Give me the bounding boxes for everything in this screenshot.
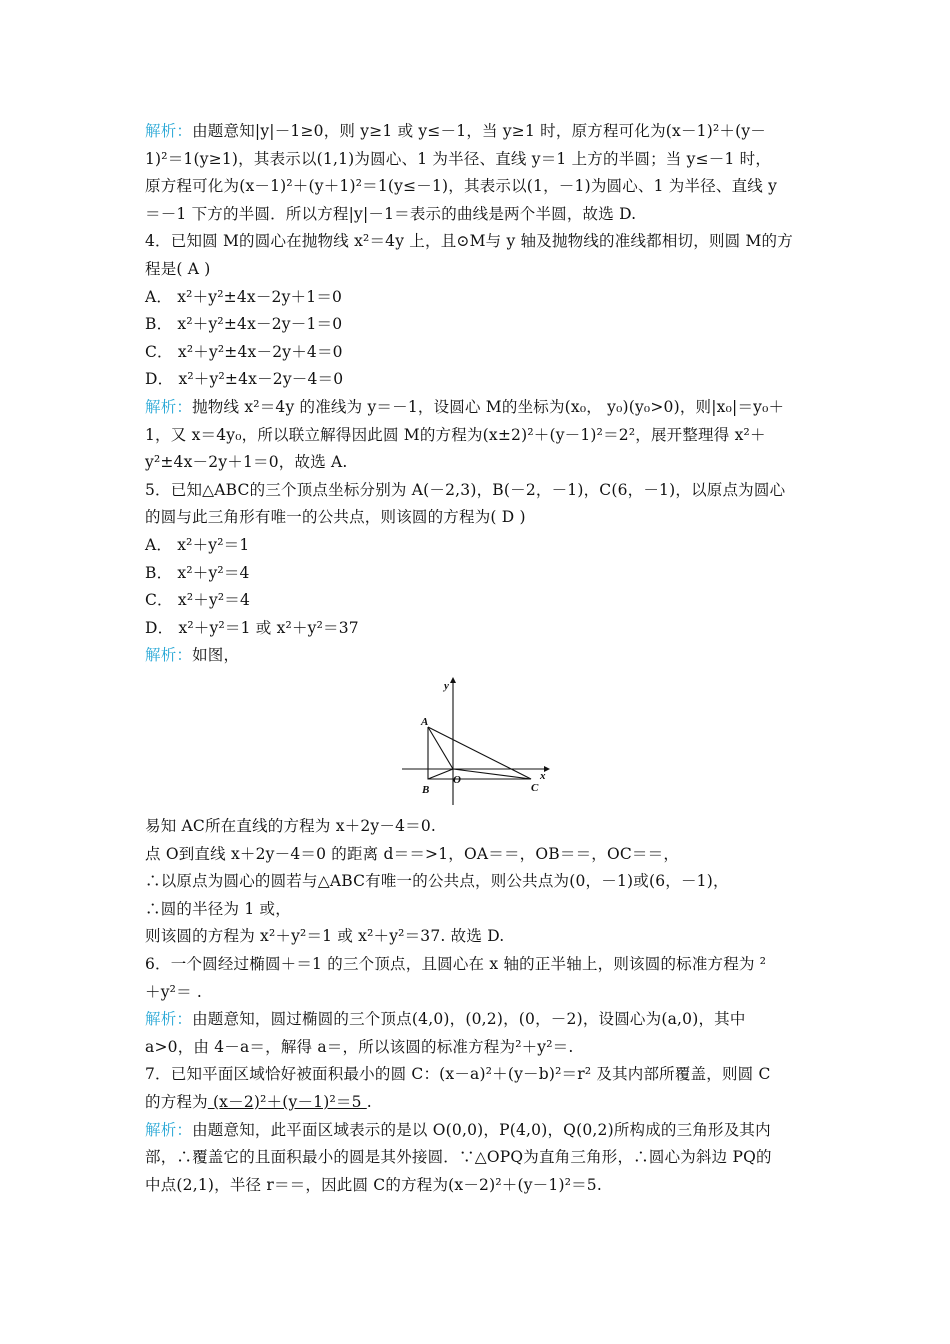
line-text: A． x²＋y²±4x－2y＋1＝0 — [145, 287, 343, 306]
text-line — [145, 286, 342, 308]
line-text: 部，∴覆盖它的且面积最小的圆是其外接圆．∵△OPQ为直角三角形，∴圆心为斜边 PQ的 — [145, 1148, 772, 1167]
line-text: 6．一个圆经过椭圆＋＝1 的三个顶点，且圆心在 x 轴的正半轴上，则该圆的标准方程为 ² — [145, 955, 767, 973]
y-arrow — [450, 677, 456, 683]
label-a: A — [421, 716, 429, 728]
text-line — [145, 870, 729, 892]
text-line — [145, 203, 636, 225]
line-text: 程是( A ) — [145, 260, 211, 278]
analysis-label: 解析： — [145, 398, 193, 416]
text-line — [145, 451, 348, 473]
line-text: B． x²＋y²±4x－2y－1＝0 — [145, 315, 343, 334]
line-text: 则该圆的方程为 x²＋y²＝1 或 x²＋y²＝37. 故选 D. — [145, 927, 505, 946]
line-text-end: . — [366, 1093, 372, 1111]
text-line — [145, 1063, 771, 1085]
text-line — [145, 368, 343, 390]
text-line — [145, 148, 771, 170]
text-line — [145, 1091, 372, 1113]
analysis-label: 解析： — [145, 1010, 193, 1029]
label-b: B — [422, 784, 430, 796]
text-line — [145, 589, 250, 611]
line-text: D． x²＋y²±4x－2y－4＝0 — [145, 370, 344, 389]
line-text: 4．已知圆 M的圆心在抛物线 x²＝4y 上，且⊙M与 y 轴及抛物线的准线都相切，则圆 M的方 — [145, 232, 793, 251]
text-line — [145, 313, 342, 335]
line-text: a>0，由 4－a＝，解得 a＝，所以该圆的标准方程为²＋y²＝. — [145, 1037, 574, 1056]
line-text: 如图， — [192, 646, 240, 665]
line-text: 1)²＝1(y≥1)，其表示以(1,1)为圆心、1 为半径、直线 y＝1 上方的半圆；当 y≤－1 时， — [145, 149, 772, 168]
analysis-label: 解析： — [145, 1120, 193, 1139]
label-o: O — [453, 774, 461, 786]
line-text: B． x²＋y²＝4 — [145, 563, 250, 582]
line-text: 易知 AC所在直线的方程为 x＋2y－4＝0. — [145, 817, 437, 835]
line-text: ∴以原点为圆心的圆若与△ABC有唯一的公共点，则公共点为(0，－1)或(6，－1)， — [145, 872, 729, 891]
text-line — [145, 1008, 746, 1030]
answer-blank: (x－2)²＋(y－1)²＝5 — [207, 1093, 367, 1111]
analysis-label: 解析： — [145, 646, 193, 665]
label-c: C — [531, 782, 539, 794]
text-line — [145, 1146, 772, 1168]
line-text: D． x²＋y²＝1 或 x²＋y²＝37 — [145, 618, 359, 637]
text-line — [145, 534, 249, 556]
text-line — [145, 644, 239, 666]
text-line — [145, 843, 679, 865]
analysis-label: 解析： — [145, 122, 193, 140]
text-line — [145, 953, 766, 975]
text-line — [145, 815, 436, 837]
segment-oc — [453, 769, 531, 779]
line-text: C． x²＋y²±4x－2y＋4＝0 — [145, 342, 343, 361]
text-line — [145, 1036, 574, 1058]
text-line — [145, 1119, 771, 1141]
label-y: y — [444, 680, 449, 692]
line-text: 的圆与此三角形有唯一的公共点，则该圆的方程为( D ) — [145, 508, 526, 527]
text-line — [145, 617, 359, 639]
line-text: 点 O到直线 x＋2y－4＝0 的距离 d＝＝>1，OA＝＝，OB＝＝，OC＝＝， — [145, 844, 680, 863]
line-text: C． x²＋y²＝4 — [145, 591, 251, 610]
text-line — [145, 506, 526, 528]
line-text: 抛物线 x²＝4y 的准线为 y＝－1，设圆心 M的坐标为(x₀， y₀)(y₀>0)，则|x₀|＝y₀＋ — [192, 398, 785, 416]
text-line — [145, 925, 504, 947]
line-text: A． x²＋y²＝1 — [145, 536, 250, 554]
text-line — [145, 120, 766, 142]
line-text: 由题意知，此平面区域表示的是以 O(0,0)，P(4,0)，Q(0,2)所构成的三角形及其内 — [192, 1120, 771, 1139]
text-line — [145, 258, 211, 280]
text-line — [145, 230, 793, 252]
line-text: 原方程可化为(x－1)²＋(y＋1)²＝1(y≤－1)，其表示以(1，－1)为圆心、1 为半径、直线 y — [145, 177, 778, 196]
text-line — [145, 981, 202, 1003]
line-text: y²±4x－2y＋1＝0，故选 A. — [145, 453, 348, 472]
line-text: 1，又 x＝4y₀，所以联立解得因此圆 M的方程为(x±2)²＋(y－1)²＝2²，展开整理得 x²＋ — [145, 425, 766, 444]
line-text: 的方程为 — [145, 1093, 208, 1111]
line-text: 7．已知平面区域恰好被面积最小的圆 C：(x－a)²＋(y－b)²＝r² 及其内部所覆盖，则圆 C — [145, 1065, 771, 1084]
text-line — [145, 424, 766, 446]
text-line — [145, 479, 785, 501]
line-text: ＝－1 下方的半圆．所以方程|y|－1＝表示的曲线是两个半圆，故选 D. — [145, 204, 637, 223]
label-x: x — [540, 770, 546, 782]
line-text: 由题意知|y|－1≥0，则 y≥1 或 y≤－1，当 y≥1 时，原方程可化为(x－1)²＋(y－ — [192, 122, 766, 140]
segment-ob — [428, 769, 453, 779]
text-line — [145, 396, 784, 418]
text-line — [145, 562, 250, 584]
text-line — [145, 175, 777, 197]
text-line — [145, 341, 343, 363]
line-text: ＋y²＝ . — [145, 982, 203, 1001]
line-text: 中点(2,1)，半径 r＝＝，因此圆 C的方程为(x－2)²＋(y－1)²＝5. — [145, 1175, 602, 1194]
text-line — [145, 1174, 602, 1196]
line-text: 由题意知，圆过椭圆的三个顶点(4,0)，(0,2)，(0，－2)，设圆心为(a,0)，其中 — [192, 1010, 746, 1029]
line-text: 5．已知△ABC的三个顶点坐标分别为 A(－2,3)，B(－2，－1)，C(6，－1)，以原点为圆心 — [145, 480, 786, 499]
line-text: ∴圆的半径为 1 或， — [145, 899, 291, 918]
triangle-figure — [398, 677, 558, 809]
text-line — [145, 898, 291, 920]
